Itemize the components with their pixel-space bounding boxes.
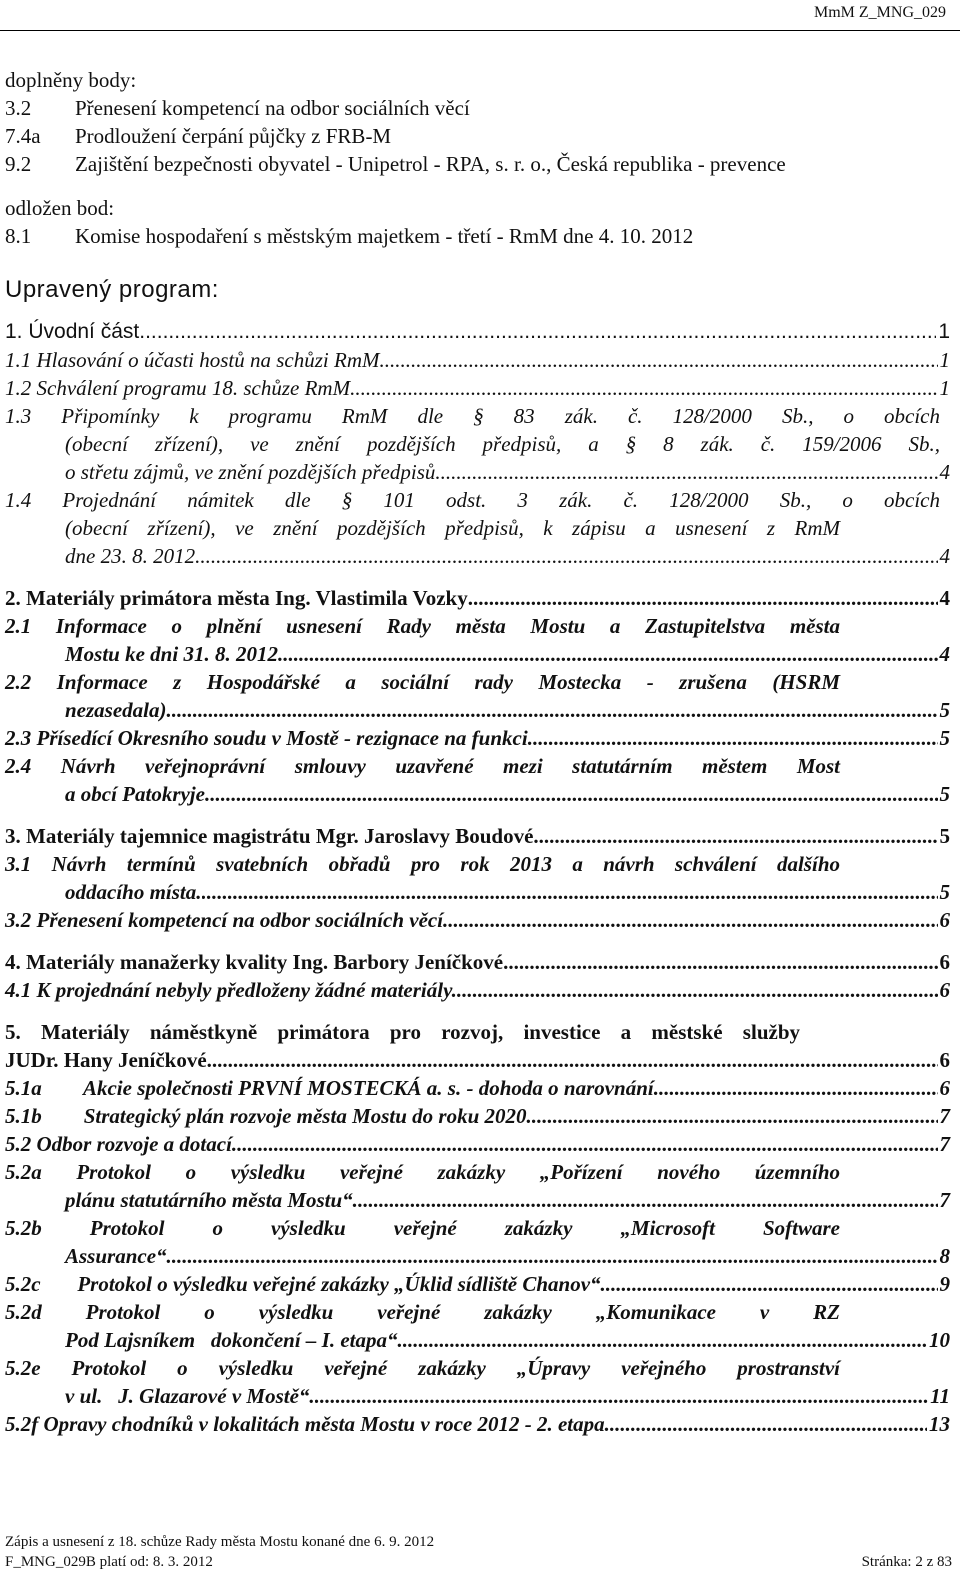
added-item [5,150,950,178]
document-header-id: MmM Z_MNG_029 [813,4,946,21]
toc-leader [532,1102,938,1130]
toc-entry-1-2 [5,374,950,402]
toc-leader [468,584,938,612]
toc-leader [448,906,937,934]
toc-page: 11 [930,1384,950,1408]
toc-section-2 [5,584,950,612]
toc-leader [533,724,938,752]
added-item-num: 3.2 [5,96,32,120]
toc-entry-line: (obecní zřízení), ve znění pozdějších předpisů, k zápisu a usnesení z RmM [65,516,840,540]
toc-entry-2-1 [5,612,950,668]
toc-page: 4 [939,460,950,484]
postponed-item [5,222,950,250]
toc-entry-5-2e [5,1354,950,1410]
toc-entry-5-2b [5,1214,950,1270]
toc-entry-line: Assurance“. [65,1244,172,1268]
toc-page: 8 [939,1244,950,1268]
toc-leader [659,1074,937,1102]
toc-leader [200,542,937,570]
toc-entry-5-2d [5,1298,950,1354]
toc-leader [403,1326,927,1354]
toc-section-title: 4. Materiály manažerky kvality Ing. Barbory Jeníčkové [5,950,504,974]
toc-entry-5-1a [5,1074,950,1102]
toc-entry-line: dne 23. 8. 2012. [65,544,201,568]
footer-title: Zápis a usnesení z 18. schůze Rady města Mostu konané dne 6. 9. 2012 [5,1534,435,1550]
toc-page: 4 [939,586,950,610]
toc-page: 9 [939,1272,950,1296]
toc-entry-text: 5.2 Odbor rozvoje a dotací. [5,1132,238,1156]
toc-page: 10 [929,1328,950,1352]
footer-page-number: Stránka: 2 z 83 [861,1554,952,1570]
toc-page: 7 [939,1132,950,1156]
added-items-label: doplněny body: [5,68,137,92]
toc-entry-1-4 [5,486,950,570]
toc-entry-2-3 [5,724,950,752]
toc-entry-2-4 [5,752,950,808]
toc-page: 4 [939,544,950,568]
toc-entry-text: 5.1b Strategický plán rozvoje města Mostu do roku 2020. [5,1104,532,1128]
toc-entry-1-3 [5,402,950,486]
toc-entry-text: 1.1 Hlasování o účasti hostů na schůzi RmM. [5,348,385,372]
toc-leader [385,346,938,374]
document-body [5,66,950,1438]
toc-leader [355,374,937,402]
toc-entry-5-2 [5,1130,950,1158]
added-item [5,122,950,150]
added-item-text: Prodloužení čerpání půjčky z FRB-M [75,124,392,148]
toc-page: 4 [939,642,950,666]
toc-entry-text: 5.2f Opravy chodníků v lokalitách města Mostu v roce 2012 - 2. etapa. [5,1412,610,1436]
toc-entry-3-2 [5,906,950,934]
toc-section-1 [5,318,950,346]
toc-entry-line: 5.2d Protokol o výsledku veřejné zakázky „Komunikace v RZ [5,1300,840,1324]
postponed-item-num: 8.1 [5,224,32,248]
toc-page: 6 [939,950,950,974]
toc-entry-line: a obcí Patokryje. [65,782,211,806]
toc-entry-line: o střetu zájmů, ve znění pozdějších předpisů. [65,460,441,484]
toc-leader [202,878,938,906]
toc-section-title: 1. Úvodní část [5,320,140,343]
toc-page: 6 [939,978,950,1002]
toc-entry-1-1 [5,346,950,374]
toc-entry-line: 2.1 Informace o plnění usnesení Rady města Mostu a Zastupitelstva města [5,614,840,638]
toc-entry-5-2c [5,1270,950,1298]
footer-form-id: F_MNG_029B platí od: 8. 3. 2012 [5,1554,213,1570]
toc-entry-text: 2.3 Přísedící Okresního soudu v Mostě - rezignace na funkci. [5,726,533,750]
toc-entry-text: 3.2 Přenesení kompetencí na odbor sociálních věcí. [5,908,449,932]
toc-leader [533,822,937,850]
toc-entry-line: Pod Lajsníkem dokončení – I. etapa“. [65,1328,403,1352]
toc-leader [283,640,937,668]
toc-entry-5-2f [5,1410,950,1438]
postponed-item-text: Komise hospodaření s městským majetkem - třetí - RmM dne 4. 10. 2012 [75,224,694,248]
toc-page: 5 [939,880,950,904]
toc-page: 7 [939,1104,950,1128]
toc-entry-text: 1.2 Schválení programu 18. schůze RmM. [5,376,356,400]
toc-leader [207,1046,938,1074]
header-divider [0,30,960,31]
toc-leader [172,696,938,724]
toc-leader [237,1130,937,1158]
toc-page: 5 [939,726,950,750]
toc-entry-5-2a [5,1158,950,1214]
toc-entry-line: v ul. J. Glazarové v Mostě“. [65,1384,315,1408]
toc-leader [139,318,936,346]
toc-page: 7 [939,1188,950,1212]
toc-leader [503,948,937,976]
toc-entry-text: 5.1a Akcie společnosti PRVNÍ MOSTECKÁ a. s. - dohoda o narovnání. [5,1076,660,1100]
toc-section-title: 5. Materiály náměstkyně primátora pro rozvoj, investice a městské služby [5,1020,800,1044]
toc-entry-4-1 [5,976,950,1004]
toc-section-title: 3. Materiály tajemnice magistrátu Mgr. Jaroslavy Boudové [5,824,534,848]
toc-leader [441,458,938,486]
toc-section-title: JUDr. Hany Jeníčkové [5,1048,207,1072]
toc-leader [606,1270,938,1298]
toc-leader [172,1242,938,1270]
toc-page: 5 [939,782,950,806]
toc-entry-line: nezasedala). [65,698,172,722]
toc-leader [358,1186,938,1214]
toc-entry-text: 5.2c Protokol o výsledku veřejné zakázky „Úklid sídliště Chanov“. [5,1272,606,1296]
toc-entry-line: 5.2a Protokol o výsledku veřejné zakázky „Pořízení nového územního [5,1160,840,1184]
toc-entry-3-1 [5,850,950,906]
toc-entry-line: (obecní zřízení), ve znění pozdějších předpisů, a § 8 zák. č. 159/2006 Sb., [65,432,940,456]
added-item-num: 9.2 [5,152,32,176]
toc-section-3 [5,822,950,850]
toc-entry-line: plánu statutárního města Mostu“. [65,1188,358,1212]
toc-page: 6 [939,1048,950,1072]
toc-page: 1 [939,348,950,372]
toc-entry-line: 2.2 Informace z Hospodářské a sociální rady Mostecka - zrušena (HSRM [5,670,840,694]
toc-entry-line: 2.4 Návrh veřejnoprávní smlouvy uzavřené mezi statutárním městem Most [5,754,840,778]
toc-entry-line: 3.1 Návrh termínů svatebních obřadů pro rok 2013 a návrh schválení dalšího [5,852,840,876]
toc-entry-line: Mostu ke dni 31. 8. 2012. [65,642,284,666]
toc-leader [457,976,938,1004]
postponed-label: odložen bod: [5,196,115,220]
toc-leader [315,1382,929,1410]
toc-entry-line: 5.2e Protokol o výsledku veřejné zakázky „Úpravy veřejného prostranství [5,1356,840,1380]
toc-page: 5 [939,698,950,722]
toc-entry-2-2 [5,668,950,724]
toc-entry-line: oddacího místa. [65,880,202,904]
toc-page: 1 [939,376,950,400]
toc-entry-line: 1.4 Projednání námitek dle § 101 odst. 3 zák. č. 128/2000 Sb., o obcích [5,488,940,512]
toc-page: 5 [939,824,950,848]
toc-entry-text: 4.1 K projednání nebyly předloženy žádné materiály. [5,978,457,1002]
page-footer [5,1532,952,1572]
toc-page: 13 [929,1412,950,1436]
toc-section-4 [5,948,950,976]
toc-page: 6 [939,1076,950,1100]
toc-entry-line: 5.2b Protokol o výsledku veřejné zakázky „Microsoft Software [5,1216,840,1240]
added-item-text: Přenesení kompetencí na odbor sociálních věcí [75,96,470,120]
toc-entry-line: 1.3 Připomínky k programu RmM dle § 83 zák. č. 128/2000 Sb., o obcích [5,404,940,428]
toc-section-5 [5,1018,950,1074]
toc-leader [610,1410,927,1438]
toc-page: 6 [939,908,950,932]
toc-page: 1 [938,320,950,343]
toc-section-title: 2. Materiály primátora města Ing. Vlastimila Vozky [5,586,468,610]
toc-leader [210,780,937,808]
program-title: Upravený program: [5,276,219,303]
added-item-num: 7.4a [5,124,41,148]
toc-entry-5-1b [5,1102,950,1130]
added-item [5,94,950,122]
added-item-text: Zajištění bezpečnosti obyvatel - Unipetrol - RPA, s. r. o., Česká republika - prevence [75,152,786,176]
